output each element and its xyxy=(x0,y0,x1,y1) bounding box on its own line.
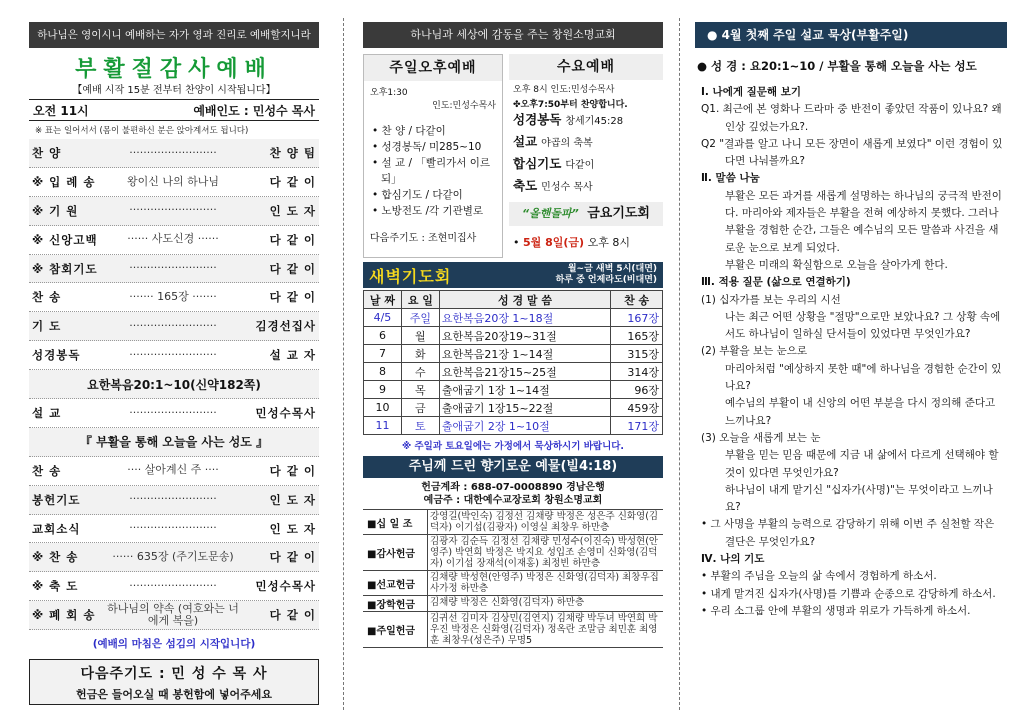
order-row xyxy=(29,168,319,197)
wednesday-time: 오후 8시 인도:민성수목사 xyxy=(513,85,615,95)
friday-prayer-header xyxy=(509,202,663,226)
sermon-scripture: ● 성 경 : 요20:1~10 / 부활을 통해 오늘을 사는 성도 xyxy=(697,59,977,73)
table-header: 날 짜 xyxy=(364,291,402,309)
sermon-line: Ⅳ. 나의 기도 xyxy=(701,553,765,566)
order-row xyxy=(29,283,319,312)
sermon-line: 부활은 모든 과거를 새롭게 설명하는 하나님의 궁극적 반전이다. 마리아와 제자들은 부활을 전혀 예상하지 못했다. 그러나 부활을 경험한 순간, 그들은 예수님의 모든 말씀과 사건을 새로운 눈으로 보게 되었다. xyxy=(725,189,1002,254)
wednesday-item-value: 다같이 xyxy=(565,160,595,171)
sermon-line: 부활을 믿는 믿음 때문에 지금 내 삶에서 다르게 선택해야 할 것이 있다면 무엇인가요? xyxy=(725,449,999,479)
next-week-box xyxy=(29,659,319,705)
dawn-title: 새벽기도회 xyxy=(369,266,452,286)
table-cell: 96장 xyxy=(611,381,663,399)
offering-row xyxy=(363,535,663,571)
order-person: 다 같 이 xyxy=(269,232,316,247)
table-cell: 171장 xyxy=(611,417,663,435)
closing-motto: (예배의 마침은 섬김의 시작입니다) xyxy=(92,638,256,651)
table-header: 요 일 xyxy=(401,291,439,309)
sermon-line: (1) 십자가를 보는 우리의 시선 xyxy=(701,293,841,306)
service-leader: 예배인도 : 민성수 목사 xyxy=(193,104,315,118)
order-label: 찬 송 xyxy=(32,290,62,305)
wednesday-item xyxy=(509,176,663,198)
offering-label: ■십 일 조 xyxy=(367,518,413,530)
table-cell: 167장 xyxy=(611,309,663,327)
order-person: 김경선집사 xyxy=(255,319,316,334)
table-row xyxy=(364,381,663,399)
wednesday-title: 수요예배 xyxy=(509,54,663,80)
sermon-line: • 내게 맡겨진 십자가(사명)를 기쁨과 순종으로 감당하게 하소서. xyxy=(701,587,996,600)
praise-notice: 【예배 시작 15분 전부터 찬양이 시작됩니다】 xyxy=(72,85,276,96)
sermon-line: 예수님의 부활이 내 신앙의 어떤 부분을 다시 정의해 준다고 느끼나요? xyxy=(725,397,996,427)
offering-names: 강영길(박인숙) 김정선 김채량 박정은 성은주 신화영(김덕자) 이기섭(김광자) 이영실 최창우 하만층 xyxy=(427,510,663,534)
table-cell: 목 xyxy=(401,381,439,399)
table-cell: 수 xyxy=(401,363,439,381)
order-row xyxy=(29,197,319,226)
dawn-note: ※ 주일과 토요일에는 가정에서 묵상하시기 바랍니다. xyxy=(401,441,625,452)
sermon-title: ● 4월 첫째 주일 설교 묵상(부활주일) xyxy=(695,22,1007,48)
order-detail: ······ 사도신경 ······ xyxy=(127,232,219,246)
offering-names: 김광자 김순득 김정선 김채량 민성수(이진숙) 박성현(안영주) 박연희 박정은 박지요 성입조 손영미 신화영(김덕자) 이기섭 장재석(이재홍) 최정빈 하만층 xyxy=(427,535,663,570)
table-cell: 금 xyxy=(401,399,439,417)
order-person: 다 같 이 xyxy=(269,290,316,305)
sermon-line: • 우리 소그룹 안에 부활의 생명과 위로가 가득하게 하소서. xyxy=(701,604,971,617)
column-divider xyxy=(679,18,680,710)
table-cell: 8 xyxy=(364,363,402,381)
order-detail: ······· 165장 ······· xyxy=(129,290,217,304)
table-cell: 10 xyxy=(364,399,402,417)
order-row xyxy=(29,341,319,370)
order-label: 기 도 xyxy=(32,319,62,334)
order-label: 성경봉독 xyxy=(32,348,81,363)
offering-account: 헌금계좌 : 688-07-0008890 경남은행 xyxy=(421,482,605,493)
dawn-sub1: 월~금 새벽 5시(대면) xyxy=(567,264,657,274)
order-row xyxy=(29,486,319,515)
sunday-afternoon-item: • 찬 양 / 다같이 xyxy=(372,125,446,137)
offering-title: 주님께 드린 향기로운 예물(빌4:18) xyxy=(363,456,663,478)
offering-holder: 예금주 : 대한예수교장로회 창원소명교회 xyxy=(423,495,603,506)
order-detail: ······ 635장 (주기도문송) xyxy=(112,550,234,564)
wednesday-item xyxy=(509,154,663,176)
order-person: 찬 양 팀 xyxy=(269,145,316,160)
offering-row xyxy=(363,571,663,596)
wednesday-box xyxy=(509,54,663,258)
sermon-line: 하나님이 내게 맡기신 "십자가(사명)"는 무엇이라고 느끼나요? xyxy=(725,483,993,514)
sunday-afternoon-item: • 설 교 / 「빨리가서 이르되」 xyxy=(372,157,491,185)
sermon-line: 마리아처럼 "예상하지 못한 때"에 하나님을 경험한 순간이 있나요? xyxy=(725,362,1002,393)
church-banner: 하나님과 세상에 감동을 주는 창원소명교회 xyxy=(363,22,663,48)
sermon-body xyxy=(695,84,1007,620)
table-cell: 출애굽기 2장 1~10절 xyxy=(439,417,610,435)
offering-row xyxy=(363,612,663,648)
sunday-afternoon-next: 다음주기도 : 조현미집사 xyxy=(370,233,477,244)
dawn-sub2: 하루 중 언제라도(비대면) xyxy=(555,275,657,285)
order-label: 봉헌기도 xyxy=(32,492,81,507)
table-cell: 화 xyxy=(401,345,439,363)
table-cell: 165장 xyxy=(611,327,663,345)
stand-note: ※ 표는 일어서서 (몸이 불편하신 분은 앉아계셔도 됩니다) xyxy=(35,126,249,136)
table-row xyxy=(364,399,663,417)
offering-label: ■선교헌금 xyxy=(367,579,416,591)
scripture-banner: 하나님은 영이시니 예배하는 자가 영과 진리로 예배할지니라 xyxy=(29,22,319,48)
order-row xyxy=(29,312,319,341)
friday-date-row: • 5월 8일(금) 오후 8시 xyxy=(513,236,630,249)
offering-row xyxy=(363,510,663,535)
order-row xyxy=(29,226,319,255)
table-cell: 토 xyxy=(401,417,439,435)
order-detail: ························· xyxy=(129,261,217,275)
table-row xyxy=(364,309,663,327)
order-label: 찬 송 xyxy=(32,463,62,478)
table-cell: 요한복음21장 1~14절 xyxy=(439,345,610,363)
table-row xyxy=(364,327,663,345)
table-cell: 요한복음21장15~25절 xyxy=(439,363,610,381)
wednesday-item xyxy=(509,110,663,132)
offering-note: 헌금은 들어오실 때 봉헌함에 넣어주세요 xyxy=(76,688,272,702)
offering-names: 김귀선 김미자 김상민(김연지) 김채량 박두녀 박연희 박우진 박정은 신화영(김덕자) 정옥란 조말금 최민훈 최영훈 최창우(성은주) 무명5 xyxy=(427,612,663,647)
order-detail: ························· xyxy=(129,347,217,361)
sermon-line: Ⅲ. 적용 질문 (삶으로 연결하기) xyxy=(701,276,851,289)
order-detail: ························· xyxy=(129,145,217,159)
table-row xyxy=(364,363,663,381)
order-person: 인 도 자 xyxy=(269,492,316,507)
table-cell: 6 xyxy=(364,327,402,345)
order-detail: 왕이신 나의 하나님 xyxy=(126,174,219,188)
order-row xyxy=(29,428,319,457)
order-row xyxy=(29,457,319,486)
wednesday-items xyxy=(509,110,663,198)
wednesday-praise: ✤오후7:50부터 찬양합니다. xyxy=(513,100,628,110)
table-cell: 9 xyxy=(364,381,402,399)
sermon-line: Ⅰ. 나에게 질문해 보기 xyxy=(701,86,802,98)
order-detail: ························· xyxy=(129,405,217,419)
sermon-line: (2) 부활을 보는 눈으로 xyxy=(701,345,808,358)
order-detail: ························· xyxy=(129,521,217,535)
order-person: 다 같 이 xyxy=(269,463,316,478)
order-person: 다 같 이 xyxy=(269,550,316,565)
order-label: ※ 축 도 xyxy=(32,579,79,594)
order-label: 교회소식 xyxy=(32,521,81,536)
friday-time: 오후 8시 xyxy=(587,236,630,249)
wednesday-item-value: 민성수 목사 xyxy=(541,182,593,193)
service-title: 부활절감사예배 xyxy=(75,57,273,82)
table-cell: 7 xyxy=(364,345,402,363)
sermon-meditation-column xyxy=(695,22,1007,620)
order-row xyxy=(29,255,319,284)
order-detail: ························· xyxy=(129,578,217,592)
sermon-line: 나는 최근 어떤 상황을 "절망"으로만 보았나요? 그 상황 속에서도 하나님이 일하실 단서들이 있었다면 무엇인가요? xyxy=(725,310,1001,341)
sunday-afternoon-item: • 합심기도 / 다같이 xyxy=(372,189,463,201)
order-person: 설 교 자 xyxy=(269,348,316,363)
order-row xyxy=(29,515,319,544)
sermon-line: Ⅱ. 말씀 나눔 xyxy=(701,172,760,185)
sunday-afternoon-time: 오후1:30 xyxy=(370,88,408,98)
order-detail: 하나님의 약속 (여호와는 너에게 복을) xyxy=(107,601,239,628)
wednesday-item-value: 창세기45:28 xyxy=(565,116,624,127)
order-of-service xyxy=(29,139,319,630)
sunday-afternoon-items xyxy=(364,111,502,219)
wednesday-item-label: 설교 xyxy=(513,134,538,149)
order-full-line: 요한복음20:1~10(신약182쪽) xyxy=(87,377,261,392)
offering-row xyxy=(363,596,663,612)
table-row xyxy=(364,417,663,435)
sermon-line: • 부활의 주님을 오늘의 삶 속에서 경험하게 하소서. xyxy=(701,570,937,583)
sermon-line: Q2 "결과를 알고 나니 모든 장면이 새롭게 보였다" 이런 경험이 있다면 나눠볼까요? xyxy=(701,137,1003,168)
table-header: 찬 송 xyxy=(611,291,663,309)
sermon-line: Q1. 최근에 본 영화나 드라마 중 반전이 좋았던 작품이 있나요? 왜 인상 깊었는가요?. xyxy=(701,103,1002,133)
table-cell: 459장 xyxy=(611,399,663,417)
table-cell: 출애굽기 1장 1~14절 xyxy=(439,381,610,399)
order-label: ※ 기 원 xyxy=(32,203,79,218)
table-cell: 4/5 xyxy=(364,309,402,327)
schedule-column xyxy=(363,22,663,648)
order-label: ※ 찬 송 xyxy=(32,550,79,565)
sunday-afternoon-box xyxy=(363,54,503,258)
table-cell: 11 xyxy=(364,417,402,435)
column-divider xyxy=(343,18,344,710)
order-label: ※ 신앙고백 xyxy=(32,232,98,247)
order-label: ※ 참회기도 xyxy=(32,261,98,276)
order-person: 인 도 자 xyxy=(269,203,316,218)
order-row xyxy=(29,601,319,630)
friday-tag: “올핸돌파” xyxy=(521,207,579,220)
sunday-afternoon-leader: 인도:민성수목사 xyxy=(432,101,496,111)
sunday-afternoon-title: 주일오후예배 xyxy=(364,55,502,81)
order-label: 설 교 xyxy=(32,405,62,420)
table-cell: 주일 xyxy=(401,309,439,327)
order-row xyxy=(29,572,319,601)
order-person: 민성수목사 xyxy=(255,405,316,420)
order-row xyxy=(29,139,319,168)
order-row xyxy=(29,543,319,572)
table-cell: 요한복음20장19~31절 xyxy=(439,327,610,345)
sermon-line: 부활은 미래의 확실함으로 오늘을 살아가게 한다. xyxy=(725,258,948,271)
sermon-line: (3) 오늘을 새롭게 보는 눈 xyxy=(701,431,821,444)
wednesday-item-label: 합심기도 xyxy=(513,156,562,171)
table-row xyxy=(364,345,663,363)
offering-names: 김채량 박성현(안영주) 박정은 신화영(김덕자) 최창우집사가정 하만층 xyxy=(427,571,663,595)
sunday-afternoon-item: • 성경봉독/ 미285~10 xyxy=(372,141,482,153)
wednesday-item-label: 축도 xyxy=(513,178,538,193)
table-cell: 315장 xyxy=(611,345,663,363)
offering-label: ■장학헌금 xyxy=(367,600,416,611)
wednesday-item-value: 야곱의 축복 xyxy=(541,138,593,149)
order-detail: ························· xyxy=(129,203,217,217)
wednesday-item-label: 성경봉독 xyxy=(513,112,562,127)
friday-title: 금요기도회 xyxy=(587,206,650,221)
sunday-afternoon-item: • 노방전도 /각 기관별로 xyxy=(372,205,484,217)
wednesday-item xyxy=(509,132,663,154)
offering-label: ■감사헌금 xyxy=(367,549,416,560)
order-label: ※ 입 례 송 xyxy=(32,174,96,189)
order-label: 찬 양 xyxy=(32,145,62,160)
dawn-schedule-table xyxy=(363,290,663,435)
offering-label: ■주일헌금 xyxy=(367,626,416,637)
table-cell: 출애굽기 1장15~22절 xyxy=(439,399,610,417)
order-person: 민성수목사 xyxy=(255,579,316,594)
table-header: 성 경 말 씀 xyxy=(439,291,610,309)
dawn-prayer-header xyxy=(363,262,663,288)
offering-list xyxy=(363,509,663,648)
worship-order-column xyxy=(29,22,319,705)
order-row xyxy=(29,399,319,428)
service-time: 오전 11시 xyxy=(33,104,89,118)
offering-names: 김채량 박정은 신화영(김덕자) 하만층 xyxy=(427,596,663,611)
order-person: 다 같 이 xyxy=(269,261,316,276)
friday-date: 5월 8일(금) xyxy=(523,236,585,249)
table-cell: 요한복음20장 1~18절 xyxy=(439,309,610,327)
next-week-prayer: 다음주기도 : 민 성 수 목 사 xyxy=(80,666,268,683)
order-row xyxy=(29,370,319,399)
order-person: 다 같 이 xyxy=(269,174,316,189)
order-detail: ························· xyxy=(129,492,217,506)
service-time-row xyxy=(29,99,319,121)
order-label: ※ 폐 회 송 xyxy=(32,608,96,623)
sermon-line: • 그 사명을 부활의 능력으로 감당하기 위해 이번 주 실천할 작은 결단은 무엇인가요? xyxy=(701,518,995,548)
order-detail: ························· xyxy=(129,318,217,332)
table-cell: 314장 xyxy=(611,363,663,381)
order-full-line: 『 부활을 통해 오늘을 사는 성도 』 xyxy=(79,435,269,450)
order-person: 다 같 이 xyxy=(269,608,316,623)
table-cell: 월 xyxy=(401,327,439,345)
order-person: 인 도 자 xyxy=(269,521,316,536)
order-detail: ···· 살아계신 주 ···· xyxy=(127,463,219,477)
